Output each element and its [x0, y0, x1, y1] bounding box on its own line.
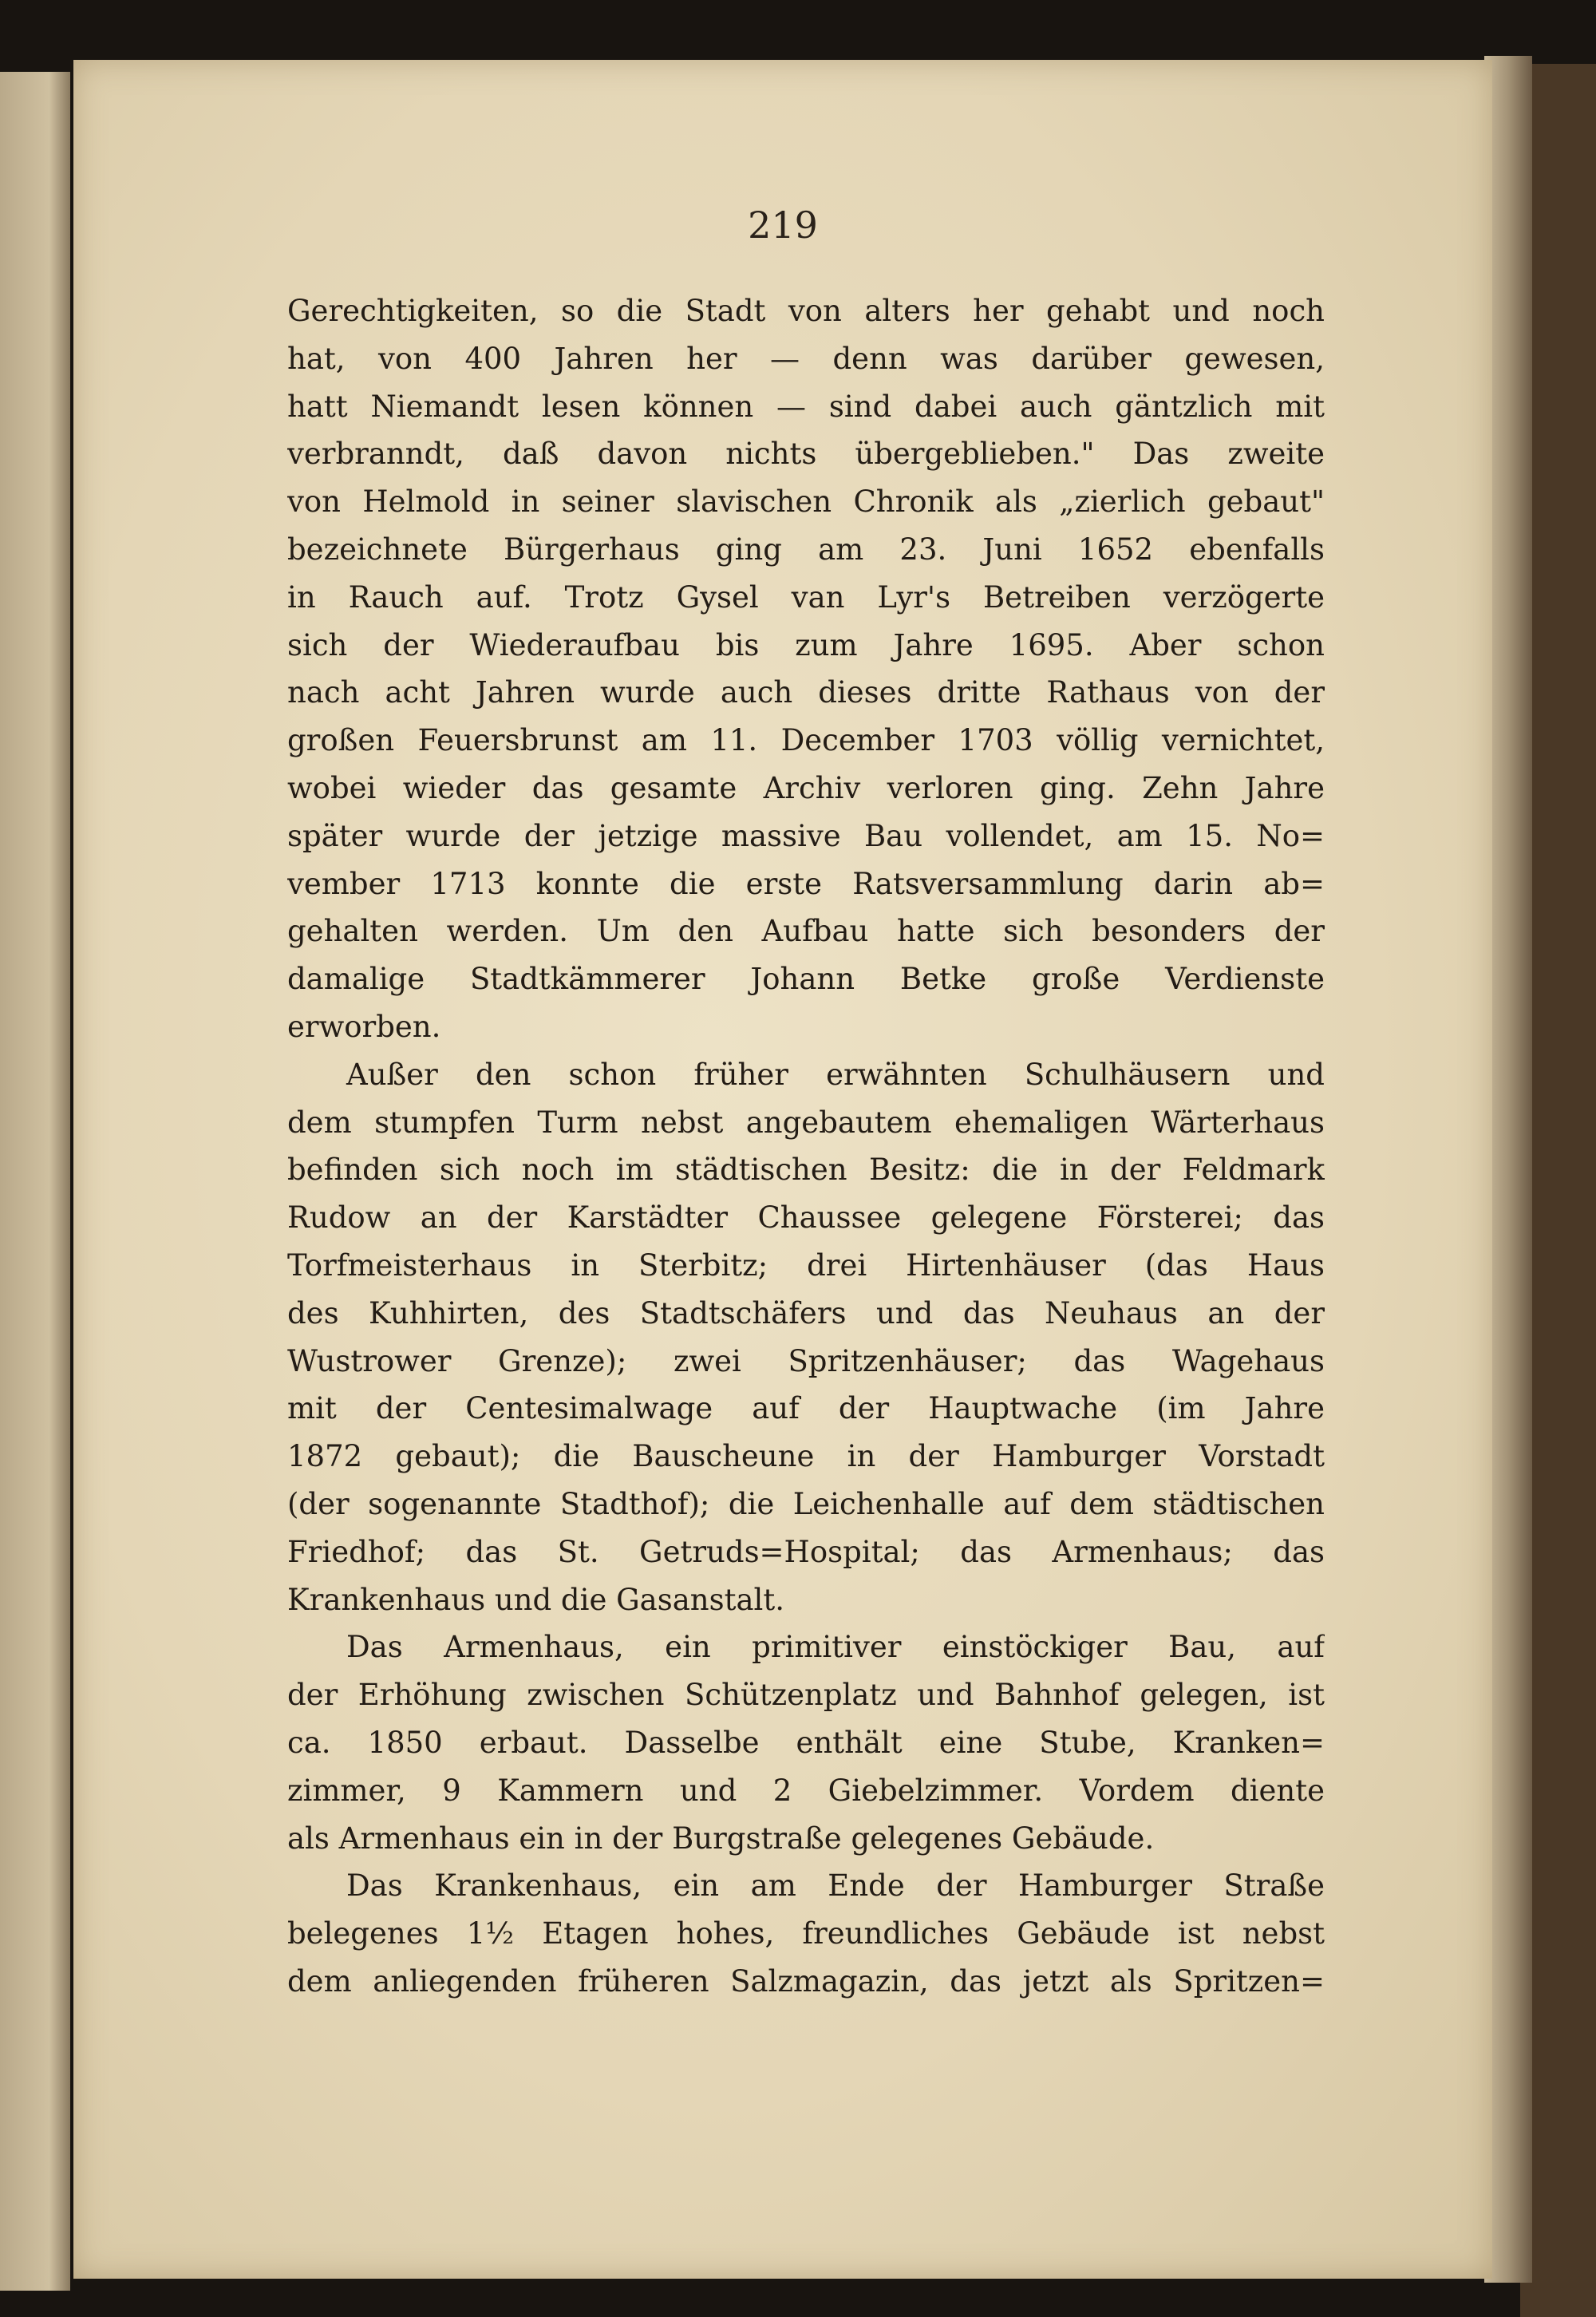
book-page	[73, 60, 1492, 2279]
text-line: hat, von 400 Jahren her — denn was darüber gewesen,	[287, 341, 1325, 376]
text-line: Das Krankenhaus, ein am Ende der Hamburger Straße	[346, 1868, 1325, 1904]
text-line: Wustrower Grenze); zwei Spritzenhäuser; das Wagehaus	[287, 1343, 1325, 1378]
text-line: ca. 1850 erbaut. Dasselbe enthält eine Stube, Kranken=	[287, 1725, 1325, 1760]
text-line: befinden sich noch im städtischen Besitz: die in der Feldmark	[287, 1153, 1325, 1188]
text-line: zimmer, 9 Kammern und 2 Giebelzimmer. Vordem diente	[287, 1773, 1325, 1808]
text-line: belegenes 1½ Etagen hohes, freundliches Gebäude ist nebst	[287, 1916, 1325, 1951]
text-line: später wurde der jetzige massive Bau vollendet, am 15. No=	[287, 818, 1325, 853]
text-line: damalige Stadtkämmerer Johann Betke große Verdienste	[287, 962, 1325, 997]
text-line: nach acht Jahren wurde auch dieses dritte Rathaus von der	[287, 675, 1325, 710]
text-line: verbranndt, daß davon nichts übergeblieben." Das zweite	[287, 437, 1325, 472]
text-line: in Rauch auf. Trotz Gysel van Lyr's Betreiben verzögerte	[287, 579, 1325, 615]
text-line: 1872 gebaut); die Bauscheune in der Hamburger Vorstadt	[287, 1439, 1325, 1474]
facing-page-edge	[0, 72, 70, 2291]
text-line: sich der Wiederaufbau bis zum Jahre 1695. Aber schon	[287, 627, 1325, 662]
text-line: dem stumpfen Turm nebst angebautem ehemaligen Wärterhaus	[287, 1105, 1325, 1140]
text-line: Das Armenhaus, ein primitiver einstöckiger Bau, auf	[346, 1630, 1325, 1665]
text-line: (der sogenannte Stadthof); die Leichenhalle auf dem städtischen	[287, 1486, 1325, 1521]
text-line: vember 1713 konnte die erste Ratsversammlung darin ab=	[287, 866, 1325, 901]
text-line: Rudow an der Karstädter Chaussee gelegene Försterei; das	[287, 1200, 1325, 1236]
text-line: Außer den schon früher erwähnten Schulhäusern und	[346, 1057, 1325, 1092]
text-line: Torfmeisterhaus in Sterbitz; drei Hirtenhäuser (das Haus	[287, 1247, 1325, 1283]
text-line: dem anliegenden früheren Salzmagazin, das jetzt als Spritzen=	[287, 1963, 1325, 1999]
text-line: des Kuhhirten, des Stadtschäfers und das Neuhaus an der	[287, 1295, 1325, 1330]
text-line: hatt Niemandt lesen können — sind dabei auch gäntzlich mit	[287, 389, 1325, 424]
text-line: großen Feuersbrunst am 11. December 1703 völlig vernichtet,	[287, 723, 1325, 758]
text-line: Gerechtigkeiten, so die Stadt von alters her gehabt und noch	[287, 294, 1325, 328]
text-line: wobei wieder das gesamte Archiv verloren ging. Zehn Jahre	[287, 770, 1325, 805]
text-line: Friedhof; das St. Getruds=Hospital; das Armenhaus; das	[287, 1534, 1325, 1569]
text-line: gehalten werden. Um den Aufbau hatte sich besonders der	[287, 914, 1325, 949]
text-line: der Erhöhung zwischen Schützenplatz und Bahnhof gelegen, ist	[287, 1678, 1325, 1713]
text-line: erworben.	[287, 1009, 441, 1044]
text-line: als Armenhaus ein in der Burgstraße gelegenes Gebäude.	[287, 1821, 1155, 1856]
body-text	[287, 287, 1325, 2006]
text-line: mit der Centesimalwage auf der Hauptwache (im Jahre	[287, 1391, 1325, 1426]
text-line: Krankenhaus und die Gasanstalt.	[287, 1582, 784, 1617]
text-line: bezeichnete Bürgerhaus ging am 23. Juni 1652 ebenfalls	[287, 532, 1325, 567]
text-line: von Helmold in seiner slavischen Chronik als „zierlich gebaut"	[287, 484, 1325, 520]
page-number: 219	[748, 204, 818, 247]
